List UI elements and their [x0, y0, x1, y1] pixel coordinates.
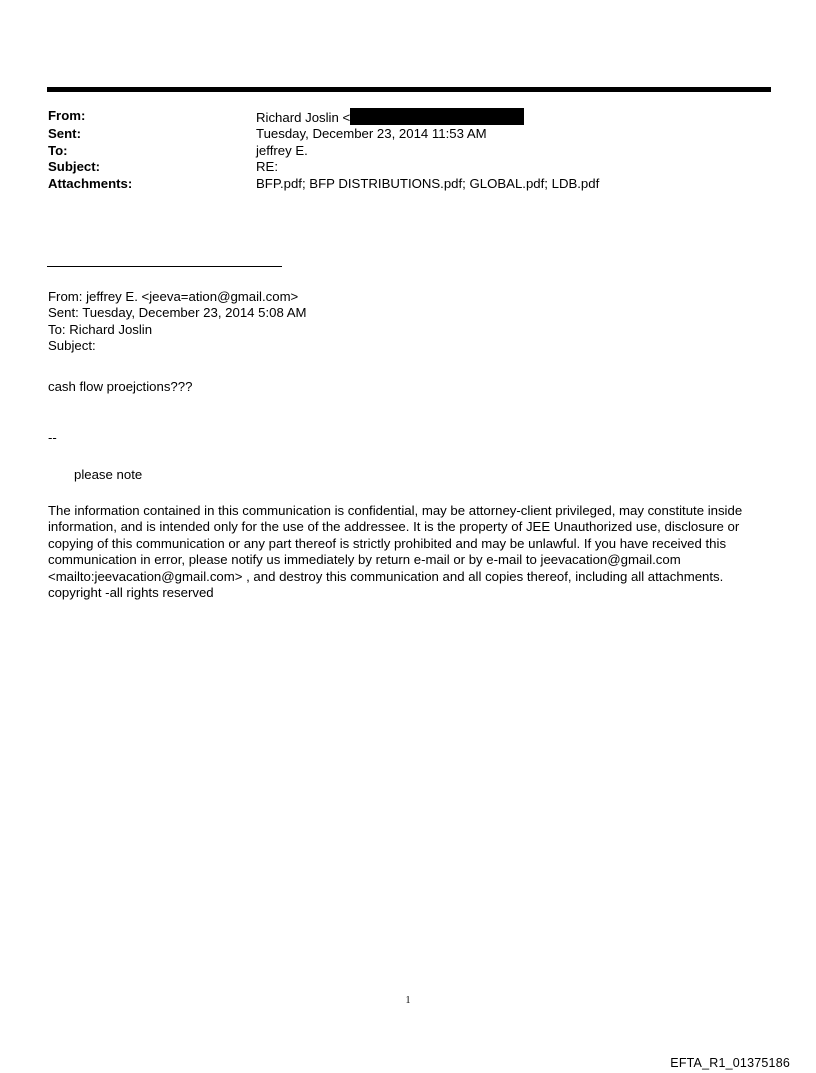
- from-value: [256, 108, 768, 126]
- to-value: jeffrey E.: [256, 142, 308, 158]
- message-body: cash flow proejctions???: [48, 379, 193, 394]
- attachments-value: BFP.pdf; BFP DISTRIBUTIONS.pdf; GLOBAL.pdf; LDB.pdf: [256, 175, 600, 191]
- from-label: From:: [48, 108, 86, 123]
- redaction-box: [350, 108, 524, 125]
- to-label: To:: [48, 142, 68, 158]
- subject-label: Subject:: [48, 159, 101, 175]
- from-row: [48, 108, 768, 126]
- quoted-header: [48, 289, 768, 355]
- header-rule: [47, 87, 771, 92]
- subject-row: [48, 159, 768, 175]
- quoted-to-line: To: Richard Joslin: [48, 321, 153, 337]
- quote-separator: [47, 266, 282, 267]
- sent-row: [48, 126, 768, 142]
- subject-value: RE:: [256, 159, 278, 175]
- page-number: 1: [405, 995, 411, 1006]
- attachments-row: [48, 176, 768, 192]
- to-row: [48, 143, 768, 159]
- email-header: [48, 108, 768, 192]
- sent-label: Sent:: [48, 126, 81, 142]
- bates-number: EFTA_R1_01375186: [670, 1056, 790, 1070]
- please-note: please note: [74, 467, 143, 482]
- quoted-subject-line: Subject:: [48, 338, 96, 354]
- sent-value: Tuesday, December 23, 2014 11:53 AM: [256, 126, 487, 142]
- from-sender: Richard Joslin <: [256, 110, 351, 125]
- confidentiality-disclaimer: The information contained in this communication is confidential, may be attorney-client privileged, may constitute inside information, and is intended only for the use of the addressee. It is the property of JEE Unauthorized use, disclosure or copying of this communication or any part thereof is strictly prohibited and may be unlawful. If you have received this communication in error, please notify us immediately by return e-mail or by e-mail to jeevacation@gmail.com <mailto:jeevacation@gmail.com> , and destroy this communication and all copies thereof, including all attachments. copyright -all rights reserved: [48, 503, 743, 601]
- signature-separator: --: [48, 430, 57, 445]
- attachments-label: Attachments:: [48, 175, 133, 191]
- quoted-sent-line: Sent: Tuesday, December 23, 2014 5:08 AM: [48, 305, 307, 321]
- quoted-from-line: From: jeffrey E. <jeeva=ation@gmail.com>: [48, 289, 299, 304]
